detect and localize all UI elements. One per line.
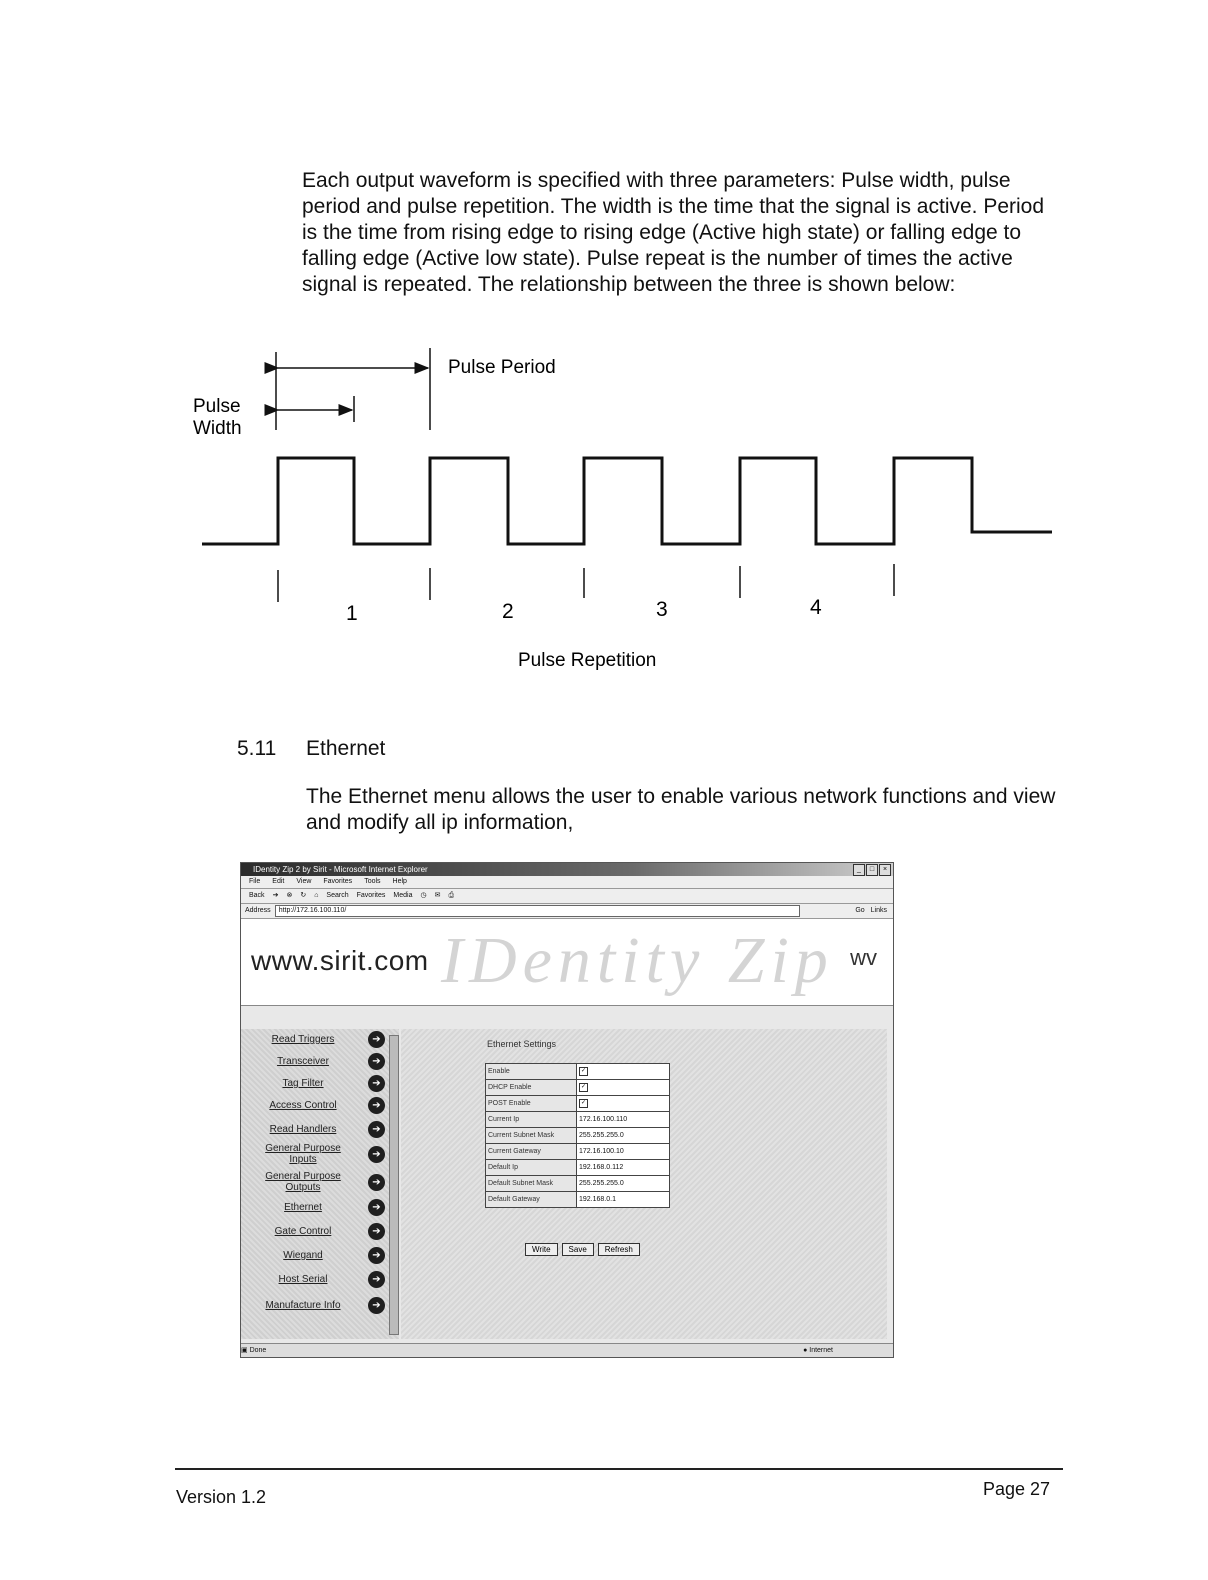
nav-label: Transceiver [277, 1056, 329, 1067]
dhcp-checkbox[interactable] [577, 1080, 670, 1096]
browser-screenshot [240, 862, 894, 1358]
setting-label: Current Ip [486, 1112, 577, 1128]
nav-label: Gate Control [274, 1226, 332, 1237]
setting-label: POST Enable [486, 1096, 577, 1112]
stop-icon[interactable]: ⊗ [286, 892, 293, 899]
nav-item-tag-filter[interactable] [255, 1075, 385, 1092]
favorites-button[interactable]: Favorites [356, 892, 386, 899]
arrow-right-icon[interactable]: ➔ [368, 1097, 385, 1114]
nav-label: Access Control [269, 1100, 337, 1111]
site-banner [241, 919, 893, 1006]
table-row [486, 1160, 670, 1176]
setting-label: Current Subnet Mask [486, 1128, 577, 1144]
menu-view[interactable]: View [296, 878, 312, 885]
banner-site: www.sirit.com [251, 945, 429, 976]
nav-label: General Purpose Outputs [265, 1171, 341, 1193]
nav-label: Manufacture Info [265, 1300, 341, 1311]
nav-item-access-control[interactable] [255, 1097, 385, 1114]
pulse-period-label: Pulse Period [448, 357, 556, 378]
check-icon[interactable]: ✓ [580, 1100, 587, 1106]
table-row [486, 1144, 670, 1160]
rep-number-1: 1 [346, 602, 358, 625]
setting-label: Enable [486, 1064, 577, 1080]
table-row [486, 1096, 670, 1112]
nav-label: General Purpose Inputs [265, 1143, 341, 1165]
globe-icon: ● [803, 1347, 808, 1354]
refresh-icon[interactable]: ↻ [300, 892, 307, 899]
default-gateway-field[interactable]: 192.168.0.1 [577, 1192, 670, 1208]
banner-logo: IDentity Zip [441, 924, 834, 997]
setting-label: Current Gateway [486, 1144, 577, 1160]
nav-scrollbar[interactable] [389, 1035, 399, 1335]
arrow-right-icon[interactable]: ➔ [368, 1174, 385, 1191]
status-text: Done [249, 1347, 267, 1354]
current-gateway-field[interactable]: 172.16.100.10 [577, 1144, 670, 1160]
refresh-button[interactable]: Refresh [598, 1243, 640, 1256]
table-row [486, 1192, 670, 1208]
search-button[interactable]: Search [326, 892, 349, 899]
zone-label [803, 1344, 833, 1357]
arrow-right-icon[interactable]: ➔ [368, 1223, 385, 1240]
links-button[interactable]: Links [870, 907, 887, 914]
nav-label: Host Serial [278, 1274, 328, 1285]
default-subnet-field[interactable]: 255.255.255.0 [577, 1176, 670, 1192]
table-row [486, 1128, 670, 1144]
nav-label: Read Triggers [271, 1034, 335, 1045]
menu-file[interactable]: File [249, 878, 261, 885]
address-input[interactable]: http://172.16.100.110/ [275, 905, 800, 917]
table-row [486, 1112, 670, 1128]
arrow-right-icon[interactable]: ➔ [368, 1075, 385, 1092]
setting-label: Default Ip [486, 1160, 577, 1176]
browser-toolbar [241, 889, 893, 904]
version-label: Version 1.2 [176, 1487, 267, 1507]
check-icon[interactable]: ✓ [580, 1068, 587, 1074]
intro-paragraph: Each output waveform is specified with three parameters: Pulse width, pulse period and pulse repetition. The width is the time that the signal is active. Period is the time from rising edge to rising edge (Active high state) or falling edge to falling edge (Active low state). Pulse repeat is the number of times the active signal is repeated. The relationship between the three is shown below: [302, 169, 1045, 296]
menu-edit[interactable]: Edit [272, 878, 285, 885]
save-button[interactable]: Save [562, 1243, 594, 1256]
ethernet-paragraph: The Ethernet menu allows the user to enable various network functions and view and modify all ip information, [306, 785, 1056, 834]
arrow-right-icon[interactable]: ➔ [368, 1053, 385, 1070]
nav-label: Read Handlers [269, 1124, 337, 1135]
nav-label: Wiegand [283, 1250, 323, 1261]
zone-text: Internet [809, 1347, 833, 1354]
arrow-right-icon[interactable]: ➔ [368, 1199, 385, 1216]
nav-item-gp-outputs[interactable] [255, 1171, 385, 1193]
print-icon[interactable]: ⎙ [448, 892, 455, 899]
maximize-icon[interactable]: □ [866, 864, 878, 876]
write-button[interactable]: Write [525, 1243, 558, 1256]
status-bar [241, 1343, 893, 1357]
media-button[interactable]: Media [393, 892, 413, 899]
pulse-repetition-label: Pulse Repetition [518, 650, 657, 671]
arrow-right-icon[interactable]: ➔ [368, 1121, 385, 1138]
square-wave [202, 458, 1052, 544]
section-title: Ethernet [306, 737, 386, 760]
nav-item-read-triggers[interactable] [255, 1031, 385, 1048]
table-row [486, 1064, 670, 1080]
setting-label: Default Gateway [486, 1192, 577, 1208]
nav-item-gate-control[interactable] [255, 1223, 385, 1240]
current-ip-field[interactable]: 172.16.100.110 [577, 1112, 670, 1128]
mail-icon[interactable]: ✉ [434, 892, 441, 899]
setting-label: Default Subnet Mask [486, 1176, 577, 1192]
default-ip-field[interactable]: 192.168.0.112 [577, 1160, 670, 1176]
page-number: Page 27 [983, 1479, 1051, 1499]
nav-item-wiegand[interactable] [255, 1247, 385, 1264]
back-button[interactable]: Back [249, 892, 265, 899]
menu-tools[interactable]: Tools [364, 878, 381, 885]
footer-rule [175, 1468, 1063, 1470]
nav-item-read-handlers[interactable] [255, 1121, 385, 1138]
nav-item-gp-inputs[interactable] [255, 1143, 385, 1165]
rep-number-4: 4 [810, 596, 822, 619]
pulse-width-label-line1: Pulse [193, 396, 241, 417]
nav-item-transceiver[interactable] [255, 1053, 385, 1070]
banner-right: wv [850, 945, 877, 970]
history-icon[interactable]: ◷ [420, 892, 427, 899]
enable-checkbox[interactable] [577, 1064, 670, 1080]
home-icon[interactable]: ⌂ [314, 892, 319, 899]
nav-pane [241, 1029, 399, 1339]
browser-titlebar [241, 863, 893, 876]
check-icon[interactable]: ✓ [580, 1084, 587, 1090]
table-row [486, 1080, 670, 1096]
forward-icon[interactable]: ➔ [272, 892, 279, 899]
go-button[interactable]: Go [855, 907, 865, 914]
rep-number-3: 3 [656, 598, 668, 621]
minimize-icon[interactable]: _ [853, 864, 865, 876]
settings-title: Ethernet Settings [487, 1039, 557, 1049]
address-bar [241, 904, 893, 919]
nav-item-manufacture-info[interactable] [255, 1297, 385, 1314]
close-icon[interactable]: × [879, 864, 891, 876]
menu-bar [241, 876, 893, 889]
setting-label: DHCP Enable [486, 1080, 577, 1096]
arrow-right-icon[interactable]: ➔ [368, 1031, 385, 1048]
nav-item-host-serial[interactable] [255, 1271, 385, 1288]
settings-buttons [525, 1243, 640, 1256]
current-subnet-field[interactable]: 255.255.255.0 [577, 1128, 670, 1144]
window-title: IDentity Zip 2 by Sirit - Microsoft Internet Explorer [253, 865, 428, 874]
pulse-width-label-line2: Width [193, 418, 242, 439]
menu-favorites[interactable]: Favorites [323, 878, 353, 885]
arrow-right-icon[interactable]: ➔ [368, 1146, 385, 1163]
pulse-diagram [0, 340, 1208, 680]
menu-help[interactable]: Help [392, 878, 407, 885]
settings-table [485, 1063, 670, 1208]
nav-item-ethernet[interactable] [255, 1199, 385, 1216]
arrow-right-icon[interactable]: ➔ [368, 1297, 385, 1314]
nav-label: Tag Filter [282, 1078, 324, 1089]
rep-number-2: 2 [502, 600, 514, 623]
nav-label: Ethernet [284, 1202, 322, 1213]
ethernet-settings-pane [401, 1029, 887, 1339]
address-label: Address [245, 907, 271, 914]
arrow-right-icon[interactable]: ➔ [368, 1247, 385, 1264]
post-checkbox[interactable] [577, 1096, 670, 1112]
section-number: 5.11 [237, 737, 277, 760]
table-row [486, 1176, 670, 1192]
page-icon: ▣ [241, 1347, 248, 1354]
arrow-right-icon[interactable]: ➔ [368, 1271, 385, 1288]
